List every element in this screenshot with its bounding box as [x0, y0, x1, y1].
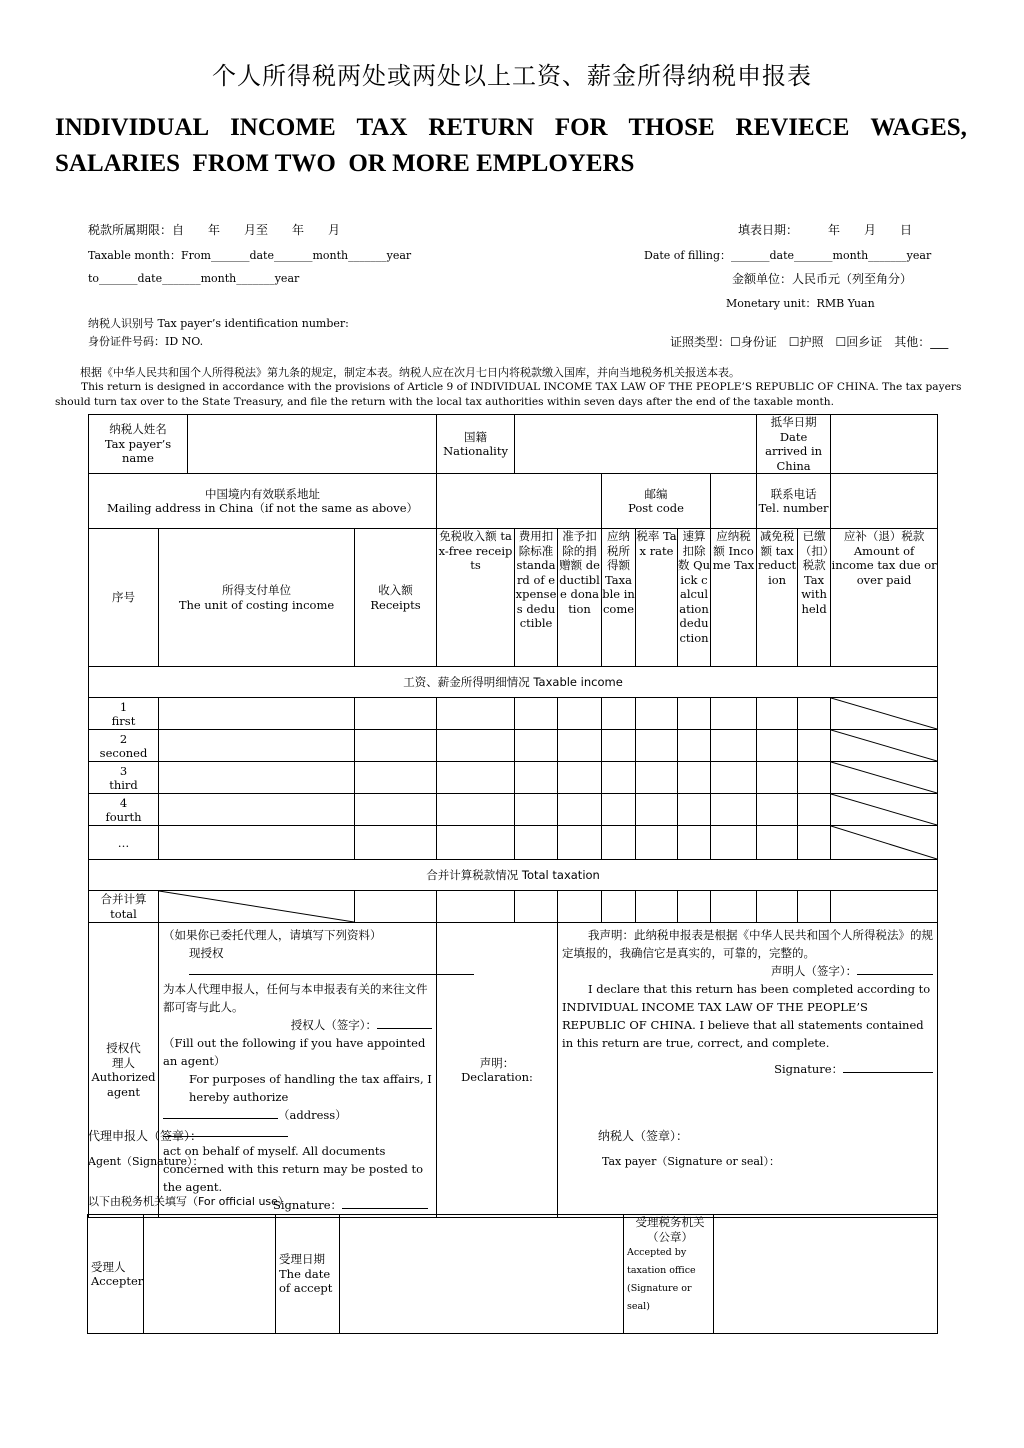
cert-type: 证照类型：☐身份证 ☐护照 ☐回乡证 其他：___	[670, 335, 949, 349]
row-number: 2 seconed	[89, 730, 159, 762]
amount-field[interactable]	[757, 762, 798, 794]
total-cell[interactable]	[757, 891, 798, 923]
section-total: 合并计算税款情况 Total taxation	[89, 860, 938, 891]
title-word: INCOME	[230, 114, 336, 141]
total-cell[interactable]	[636, 891, 678, 923]
amount-field[interactable]	[437, 698, 515, 730]
col-income-tax: 应纳税额 Income Tax	[711, 529, 757, 667]
col-tax-reduction: 减免税额 tax reduction	[757, 529, 798, 667]
title-word: INDIVIDUAL	[55, 114, 210, 141]
amount-field[interactable]	[602, 762, 636, 794]
total-cell[interactable]	[558, 891, 602, 923]
col-amount-due: 应补（退）税款 Amount of income tax due or over paid	[831, 529, 938, 667]
total-cell[interactable]	[678, 891, 711, 923]
fill-date-en: Date of filling：_______date_______month_______year	[644, 249, 932, 262]
amount-field[interactable]	[602, 698, 636, 730]
row-number: …	[89, 826, 159, 860]
amount-field[interactable]	[757, 730, 798, 762]
receipts-field[interactable]	[355, 826, 437, 860]
amount-field[interactable]	[558, 794, 602, 826]
total-cell[interactable]	[602, 891, 636, 923]
taxpayer-signature-cn: 纳税人（签章）：	[598, 1129, 689, 1143]
taxpayer-signature-en: Tax payer（Signature or seal）：	[602, 1155, 780, 1168]
payer-unit-field[interactable]	[159, 730, 355, 762]
amount-field[interactable]	[437, 730, 515, 762]
col-quick-deduction: 速算扣除 数 Quick calculation deduction	[678, 529, 711, 667]
slashed-cell	[831, 730, 938, 762]
tel-label: 联系电话 Tel. number	[757, 474, 831, 529]
receipts-field[interactable]	[355, 730, 437, 762]
address-field[interactable]	[437, 474, 602, 529]
receipts-field[interactable]	[355, 794, 437, 826]
amount-field[interactable]	[798, 794, 831, 826]
section-detail: 工资、薪金所得明细情况 Taxable income	[89, 667, 938, 698]
detail-row	[89, 698, 938, 730]
detail-rows	[89, 698, 938, 860]
col-payer-unit: 所得支付单位 The unit of costing income	[159, 529, 355, 667]
amount-field[interactable]	[798, 730, 831, 762]
amount-field[interactable]	[515, 730, 558, 762]
name-label: 纳税人姓名 Tax payer’s name	[89, 415, 188, 474]
slashed-cell	[831, 762, 938, 794]
post-code-label: 邮编 Post code	[602, 474, 711, 529]
amount-field[interactable]	[711, 762, 757, 794]
declaration-text: 我声明：此纳税申报表是根据《中华人民共和国个人所得税法》的规定填报的，我确信它是真实的，可靠的，完整的。 声明人（签字）： I declare that this return has been completed according to INDIVIDUAL INCOME TAX LAW OF THE PEOPLE’S REPUBLIC OF CHINA. I believe that all statements contained in this return are true, correct, and complete. Signature：	[558, 923, 938, 1218]
payer-unit-field[interactable]	[159, 826, 355, 860]
col-tax-free: 免税收入额 tax-free receipts	[437, 529, 515, 667]
agent-signature-en: Agent（Signature）：	[88, 1155, 204, 1168]
payer-unit-field[interactable]	[159, 698, 355, 730]
amount-field[interactable]	[757, 698, 798, 730]
detail-row	[89, 826, 938, 860]
amount-field[interactable]	[711, 698, 757, 730]
slashed-cell	[831, 794, 938, 826]
amount-field[interactable]	[757, 794, 798, 826]
name-field[interactable]	[188, 415, 437, 474]
period-cn: 税款所属期限：自 年 月至 年 月	[88, 223, 341, 237]
arrival-date-field[interactable]	[831, 415, 938, 474]
col-seq: 序号	[89, 529, 159, 667]
amount-field[interactable]	[515, 698, 558, 730]
total-cell[interactable]	[711, 891, 757, 923]
amount-field[interactable]	[678, 794, 711, 826]
tax-office-field[interactable]	[714, 1215, 938, 1334]
amount-field[interactable]	[515, 794, 558, 826]
col-tax-rate: 税率 Tax rate	[636, 529, 678, 667]
total-cell[interactable]	[437, 891, 515, 923]
col-expense-deduction: 费用扣除标准 standard of expenses deductible	[515, 529, 558, 667]
amount-field[interactable]	[636, 730, 678, 762]
tax-return-table	[88, 414, 938, 1218]
amount-field[interactable]	[798, 698, 831, 730]
col-donation: 准予扣除的捐赠额 deductible donation	[558, 529, 602, 667]
accept-date-label: 受理日期 The date of accept	[276, 1215, 340, 1334]
amount-field[interactable]	[602, 730, 636, 762]
amount-field[interactable]	[437, 794, 515, 826]
agent-label: 授权代理人 Authorized agent	[89, 923, 159, 1218]
row-number: 4 fourth	[89, 794, 159, 826]
unit-en: Monetary unit：RMB Yuan	[726, 297, 875, 310]
col-tax-withheld: 已缴（扣）税款 Tax with held	[798, 529, 831, 667]
form-title-cn: 个人所得税两处或两处以上工资、薪金所得纳税申报表	[212, 62, 812, 90]
title-word: FOR	[554, 114, 608, 141]
detail-row	[89, 730, 938, 762]
address-label: 中国境内有效联系地址 Mailing address in China（if not the same as above）	[89, 474, 437, 529]
amount-field[interactable]	[798, 826, 831, 860]
title-word: TAX	[356, 114, 408, 141]
title-word: REVIECE	[735, 114, 850, 141]
payer-unit-field[interactable]	[159, 794, 355, 826]
title-word: THOSE	[628, 114, 715, 141]
period-en: Taxable month：From_______date_______month_______year	[88, 249, 412, 262]
tax-office-label: 受理税务机关（公章） Accepted by taxation office (Signature or seal)	[624, 1215, 714, 1334]
form-title-en	[55, 110, 967, 182]
official-use-table	[87, 1214, 938, 1334]
form-title-en-line1	[55, 110, 967, 146]
fill-date-cn: 填表日期： 年 月 日	[738, 223, 913, 237]
total-row	[89, 891, 938, 923]
accepter-label: 受理人 Accepter	[88, 1215, 144, 1334]
col-taxable-income: 应纳税所得额 Taxable income	[602, 529, 636, 667]
nationality-label: 国籍 Nationality	[437, 415, 515, 474]
accepter-field[interactable]	[144, 1215, 276, 1334]
amount-field[interactable]	[678, 826, 711, 860]
intro-en: This return is designed in accordance with the provisions of Article 9 of INDIVIDUAL INCOME TAX LAW OF THE PEOPLE’S REPUBLIC OF CHINA. The tax payers should turn tax over to the State Treasury, and file the return with the local tax authorities within seven days after the end of the taxable month.	[55, 381, 962, 408]
amount-field[interactable]	[636, 826, 678, 860]
amount-field[interactable]	[711, 794, 757, 826]
total-cell[interactable]	[515, 891, 558, 923]
amount-field[interactable]	[636, 698, 678, 730]
amount-field[interactable]	[558, 698, 602, 730]
nationality-field[interactable]	[515, 415, 757, 474]
taxpayer-id-label: 纳税人识别号 Tax payer’s identification number:	[88, 317, 349, 330]
col-receipts: 收入额 Receipts	[355, 529, 437, 667]
amount-field[interactable]	[558, 730, 602, 762]
form-title-en-line2: SALARIES FROM TWO OR MORE EMPLOYERS	[55, 150, 635, 177]
amount-field[interactable]	[678, 762, 711, 794]
amount-field[interactable]	[678, 698, 711, 730]
post-code-field[interactable]	[711, 474, 757, 529]
amount-field[interactable]	[602, 826, 636, 860]
total-label: 合并计算 total	[89, 891, 159, 923]
tel-field[interactable]	[831, 474, 938, 529]
amount-field[interactable]	[798, 762, 831, 794]
slashed-cell	[831, 698, 938, 730]
slashed-cell	[831, 826, 938, 860]
amount-field[interactable]	[515, 826, 558, 860]
amount-field[interactable]	[636, 794, 678, 826]
amount-field[interactable]	[711, 730, 757, 762]
row-number: 1 first	[89, 698, 159, 730]
amount-field[interactable]	[437, 762, 515, 794]
amount-field[interactable]	[558, 826, 602, 860]
amount-field[interactable]	[636, 762, 678, 794]
amount-field[interactable]	[558, 762, 602, 794]
amount-field[interactable]	[711, 826, 757, 860]
title-word: RETURN	[428, 114, 534, 141]
total-receipts[interactable]	[355, 891, 437, 923]
amount-field[interactable]	[437, 826, 515, 860]
receipts-field[interactable]	[355, 762, 437, 794]
agent-signature-cn: 代理申报人（签章）：	[88, 1129, 203, 1143]
arrival-date-label: 抵华日期 Date arrived in China	[757, 415, 831, 474]
total-cell[interactable]	[798, 891, 831, 923]
row-number: 3 third	[89, 762, 159, 794]
receipts-field[interactable]	[355, 698, 437, 730]
title-word: WAGES,	[870, 114, 967, 141]
detail-row	[89, 762, 938, 794]
total-slashed-cell	[159, 891, 355, 923]
payer-unit-field[interactable]	[159, 762, 355, 794]
intro-cn: 根据《中华人民共和国个人所得税法》第九条的规定，制定本表。纳税人应在次月七日内将税款缴入国库，并向当地税务机关报送本表。	[80, 366, 740, 379]
total-cell[interactable]	[831, 891, 938, 923]
declaration-label: 声明： Declaration:	[437, 923, 558, 1218]
amount-field[interactable]	[678, 730, 711, 762]
agent-authorization: （如果你已委托代理人，请填写下列资料） 现授权 为本人代理申报人，任何与本申报表有关的来往文件都可寄与此人。 授权人（签字）： （Fill out the following if you have appointed an agent） For purposes of handling the tax affairs, I hereby authorize （address） act on behalf of myself. All documents concerned with this return may be posted to the agent. Signature：	[159, 923, 437, 1218]
unit-cn: 金额单位：人民币元（列至角分）	[732, 272, 913, 286]
amount-field[interactable]	[757, 826, 798, 860]
detail-row	[89, 794, 938, 826]
amount-field[interactable]	[515, 762, 558, 794]
official-use-label: 以下由税务机关填写（For official use）	[88, 1195, 289, 1208]
accept-date-field[interactable]	[340, 1215, 624, 1334]
id-no-label: 身份证件号码：ID NO.	[88, 335, 204, 348]
amount-field[interactable]	[602, 794, 636, 826]
period-en-2: to_______date_______month_______year	[88, 272, 300, 285]
